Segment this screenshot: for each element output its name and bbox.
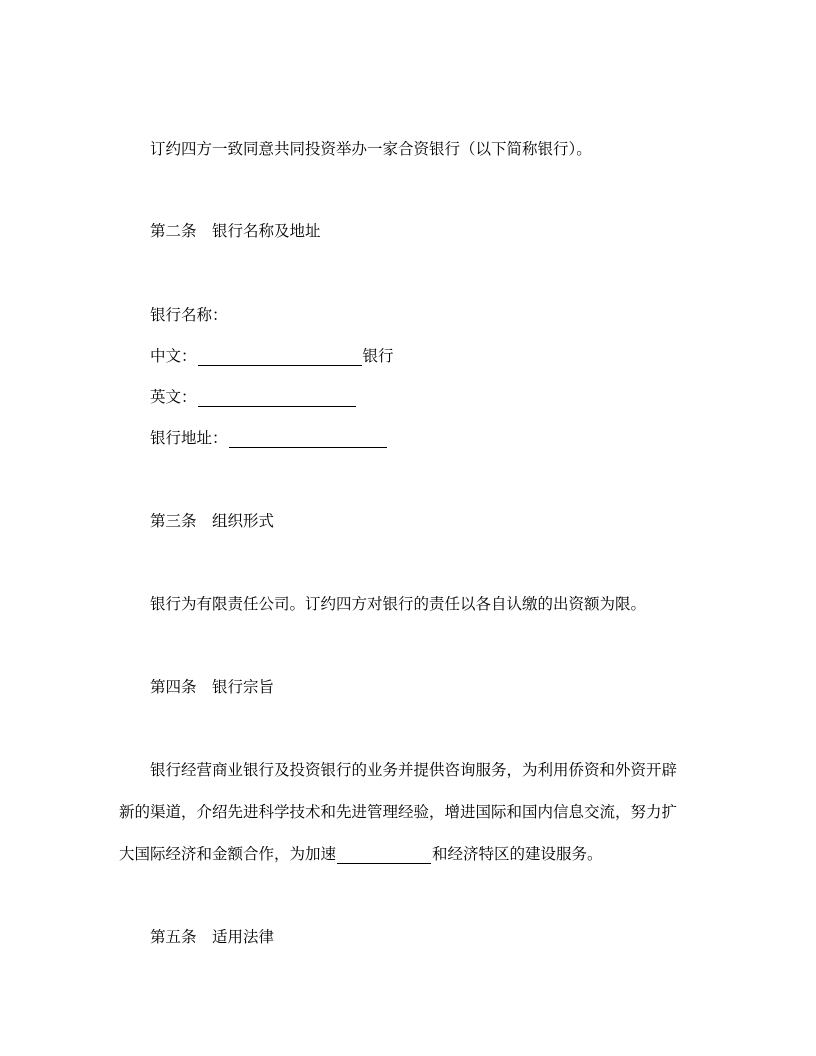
article-3-body: 银行为有限责任公司。订约四方对银行的责任以各自认缴的出资额为限。	[150, 595, 647, 613]
bank-address-blank	[229, 430, 387, 448]
bank-address-label: 银行地址：	[150, 429, 228, 447]
article-4-body-line-2: 新的渠道，介绍先进科学技术和先进管理经验，增进国际和国内信息交流，努力扩	[119, 803, 678, 821]
bank-name-label: 银行名称：	[150, 306, 228, 324]
region-blank	[337, 846, 431, 864]
english-name-label: 英文：	[150, 388, 197, 406]
article-3-heading: 第三条 组织形式	[150, 512, 275, 530]
article-4-line-3-prefix: 大国际经济和金额合作，为加速	[119, 845, 337, 863]
bank-address-line	[150, 428, 388, 448]
article-5-heading: 第五条 适用法律	[150, 928, 275, 946]
chinese-name-blank	[198, 348, 362, 366]
article-4-line-3-suffix: 和经济特区的建设服务。	[432, 845, 603, 863]
chinese-name-label: 中文：	[150, 347, 197, 365]
article-2-heading: 第二条 银行名称及地址	[150, 222, 321, 240]
chinese-name-suffix: 银行	[362, 347, 394, 365]
intro-paragraph: 订约四方一致同意共同投资举办一家合资银行（以下简称银行）。	[150, 140, 592, 158]
english-name-blank	[198, 389, 356, 407]
english-name-line	[150, 387, 357, 407]
chinese-name-line	[150, 346, 394, 366]
article-4-body-line-1: 银行经营商业银行及投资银行的业务并提供咨询服务，为利用侨资和外资开辟	[150, 761, 678, 779]
article-4-body-line-3	[119, 844, 603, 864]
article-4-heading: 第四条 银行宗旨	[150, 678, 275, 696]
